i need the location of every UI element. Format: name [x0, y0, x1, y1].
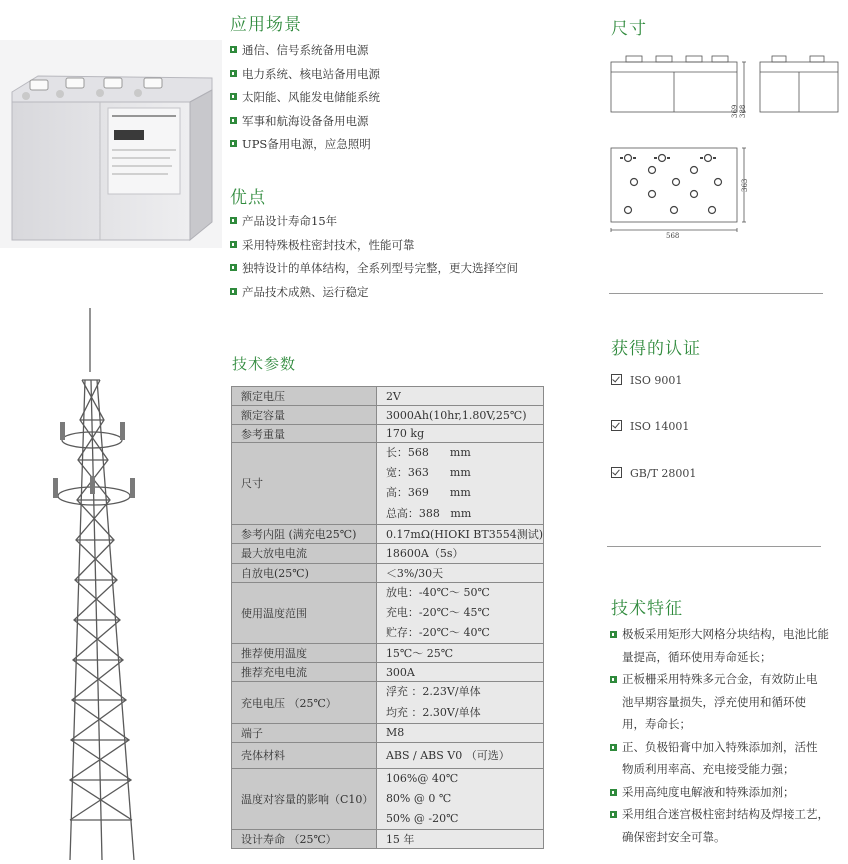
applications-list: [230, 42, 530, 160]
advantages-list: [230, 213, 570, 307]
spec-value: [376, 563, 543, 582]
spec-value: [376, 582, 543, 644]
spec-value: [376, 543, 543, 563]
list-item: [610, 803, 846, 848]
spec-value: [376, 830, 543, 849]
spec-key: 额定容量: [232, 406, 377, 425]
spec-value-line: 放电：-40℃～ 50℃: [385, 585, 490, 599]
spec-value-line: 170 kg: [385, 427, 425, 440]
table-row: [232, 723, 544, 742]
spec-value: [376, 682, 543, 723]
spec-value-line: 贮存：-20℃～ 40℃: [385, 626, 490, 640]
list-item: 产品技术成熟、运行稳定: [230, 284, 570, 308]
spec-key: 壳体材料: [232, 742, 377, 768]
specs-table: [231, 386, 544, 849]
table-row: [232, 387, 544, 406]
spec-value-line: 18600A（5s）: [385, 547, 464, 561]
spec-value-line: 宽：363 mm: [385, 466, 471, 480]
spec-value: [376, 443, 543, 525]
feature-line: 池早期容量损失，浮充使用和循环使: [622, 694, 806, 709]
dimensions-title: 尺寸: [611, 19, 647, 39]
spec-value-line: 均充 ：2.30V/单体: [385, 705, 481, 719]
table-row: [232, 663, 544, 682]
spec-key: 参考重量: [232, 425, 377, 443]
cert-item: ISO 14001: [611, 420, 689, 433]
spec-key: 参考内阻 (满充电25℃): [232, 524, 377, 543]
list-item: 通信、信号系统备用电源: [230, 42, 530, 66]
table-row: [232, 524, 544, 543]
dim-width-label: 363: [741, 178, 749, 192]
dimension-drawing: [608, 52, 848, 242]
spec-value-line: 0.17mΩ(HIOKI BT3554测试): [385, 527, 543, 541]
spec-value-line: 2V: [385, 389, 401, 403]
cert-item: GB/T 28001: [611, 467, 696, 480]
spec-key: 尺寸: [232, 443, 377, 525]
spec-key: 充电电压 （25℃）: [232, 682, 377, 723]
feature-line: 确保密封安全可靠。: [622, 829, 726, 844]
spec-value-line: M8: [385, 726, 405, 740]
spec-value: [376, 723, 543, 742]
spec-value: [376, 524, 543, 543]
spec-value-line: 106%@ 40℃: [385, 771, 459, 785]
spec-value-line: 高：369 mm: [385, 486, 471, 500]
spec-value-line: ＜3%/30天: [385, 566, 444, 580]
cert-item: ISO 9001: [611, 374, 682, 387]
checkbox-icon: [611, 420, 622, 431]
table-row: [232, 443, 544, 525]
list-item: 产品设计寿命15年: [230, 213, 570, 237]
divider: [607, 546, 821, 547]
spec-value: [376, 406, 543, 425]
spec-value-line: 300A: [385, 665, 415, 679]
certifications-title: 获得的认证: [611, 339, 701, 359]
spec-value-line: ABS / ABS V0 （可选）: [385, 749, 510, 763]
table-row: [232, 543, 544, 563]
table-row: [232, 406, 544, 425]
spec-value-line: 80% @ 0 ℃: [385, 791, 452, 805]
spec-value-line: 15 年: [385, 833, 415, 847]
spec-value-line: 3000Ah(10hr,1.80V,25℃): [385, 408, 527, 422]
features-list: [610, 623, 846, 848]
list-item: 太阳能、风能发电储能系统: [230, 89, 530, 113]
spec-value: [376, 644, 543, 663]
table-row: [232, 768, 544, 830]
checkbox-icon: [611, 374, 622, 385]
battery-image: [0, 0, 222, 248]
spec-value-line: 15℃～ 25℃: [385, 647, 454, 661]
checkbox-icon: [611, 467, 622, 478]
table-row: [232, 830, 544, 849]
spec-value: [376, 425, 543, 443]
tower-image: [22, 300, 192, 860]
table-row: [232, 742, 544, 768]
spec-key: 设计寿命 （25℃）: [232, 830, 377, 849]
specs-title: 技术参数: [232, 355, 297, 373]
spec-value-line: 充电：-20℃～ 45℃: [385, 605, 490, 619]
spec-value-line: 50% @ -20℃: [385, 812, 459, 826]
dim-height-label: 369: [731, 104, 739, 118]
divider: [609, 293, 823, 294]
spec-value: [376, 387, 543, 406]
list-item: UPS备用电源，应急照明: [230, 136, 530, 160]
spec-value-line: 总高：388 mm: [385, 506, 472, 520]
applications-title: 应用场景: [230, 15, 302, 35]
spec-value: [376, 663, 543, 682]
feature-line: 采用高纯度电解液和特殊添加剂；: [622, 784, 795, 799]
table-row: [232, 644, 544, 663]
list-item: 军事和航海设备备用电源: [230, 113, 530, 137]
spec-key: 推荐充电电流: [232, 663, 377, 682]
spec-key: 最大放电电流: [232, 543, 377, 563]
spec-key: 推荐使用温度: [232, 644, 377, 663]
spec-value: [376, 742, 543, 768]
feature-line: 正板栅采用特殊多元合金，有效防止电: [622, 672, 818, 686]
spec-value: [376, 768, 543, 830]
feature-line: 量提高，循环使用寿命延长；: [622, 649, 772, 664]
list-item: [610, 668, 846, 736]
list-item: [610, 623, 846, 668]
list-item: [610, 736, 846, 781]
list-item: 采用特殊极柱密封技术，性能可靠: [230, 237, 570, 261]
feature-line: 采用组合迷宫极柱密封结构及焊接工艺，: [622, 807, 829, 821]
feature-line: 物质利用率高、充电接受能力强；: [622, 762, 795, 776]
features-title: 技术特征: [611, 599, 683, 619]
list-item: 电力系统、核电站备用电源: [230, 66, 530, 90]
spec-value-line: 浮充 ：2.23V/单体: [385, 685, 481, 699]
advantages-title: 优点: [230, 188, 266, 208]
dim-length-label: 568: [666, 232, 680, 240]
spec-key: 使用温度范围: [232, 582, 377, 644]
spec-key: 端子: [232, 723, 377, 742]
dim-total-height-label: 388: [739, 104, 747, 118]
spec-key: 温度对容量的影响（C10）: [232, 768, 377, 830]
spec-value-line: 长：568 mm: [385, 446, 471, 459]
table-row: [232, 563, 544, 582]
list-item: [610, 781, 846, 804]
table-row: [232, 582, 544, 644]
table-row: [232, 425, 544, 443]
table-row: [232, 682, 544, 723]
feature-line: 正、负极铅膏中加入特殊添加剂，活性: [622, 739, 818, 754]
spec-key: 额定电压: [232, 387, 377, 406]
feature-line: 极板采用矩形大网格分块结构，电池比能: [622, 627, 829, 641]
list-item: 独特设计的单体结构，全系列型号完整，更大选择空间: [230, 260, 570, 284]
spec-key: 自放电(25℃): [232, 563, 377, 582]
feature-line: 用，寿命长；: [622, 717, 691, 731]
